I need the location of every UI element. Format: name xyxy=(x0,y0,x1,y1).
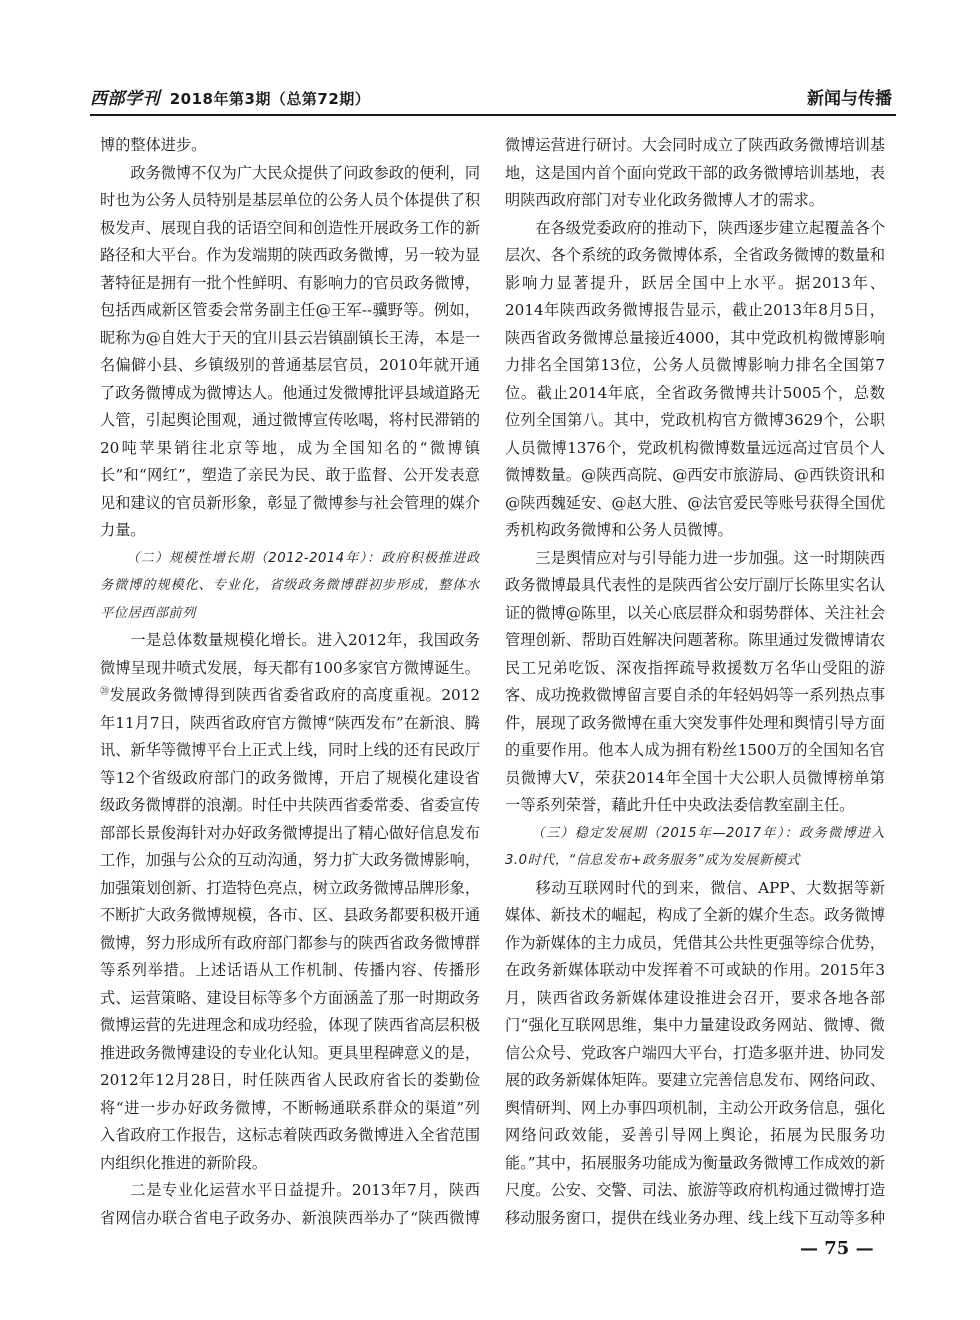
paragraph: 政务微博不仅为广大民众提供了问政参政的便利，同时也为公务人员特别是基层单位的公务人员个体提供了积极发声、展现自我的话语空间和创造性开展政务工作的新路径和大平台。作为发端期的陕西政务微博，另一较为显著特征是拥有一批个性鲜明、有影响力的官员政务微博，包括西咸新区管委会常务副主任@王军--骥野等。例如，昵称为@自姓大于天的宜川县云岩镇副镇长王涛，本是一名偏僻小县、乡镇级别的普通基层官员，2010年就开通了政务微博成为微博达人。他通过发微博批评县域道路无人管，引起舆论围观，通过微博宣传吆喝，将村民滞销的20吨苹果销往北京等地，成为全国知名的“微博镇长”和“网红”，塑造了亲民为民、敢于监督、公开发表意见和建议的官员新形象，彰显了微博参与社会管理的媒介力量。 xyxy=(100,163,480,539)
paragraph: 博的整体进步。 xyxy=(100,136,207,154)
paragraph-text: 一是总体数量规模化增长。进入2012年，我国政务微博呈现井喷式发展，每天都有100多家官方微博诞生。 xyxy=(100,631,480,677)
journal-info xyxy=(90,86,370,112)
paragraph: 移动互联网时代的到来，微信、APP、大数据等新媒体、新技术的崛起，构成了全新的媒介生态。政务微博作为新媒体的主力成员，凭借其公共性更强等综合优势，在政务新媒体联动中发挥着不可或缺的作用。2015年3月，陕西省政务新媒体建设推进会召开，要求各地各部门“强化互联网思维，集中力量建设政务网站、微博、微信公众号、党政客户端四大平台，打造多驱并进、协同发展的政务新媒体矩阵。要建立完善信息发布、网络问政、舆情研判、网上办事四项机制，主动公开政务信息，强化网络问政效能，妥善引导网上舆论，拓展为民服务功能。”其中，拓展服务功能成为衡量政务微博工作成效的新尺度。公安、交警、司法、旅游等政府机构通过微博打造移动服务窗口，提供在线业务办理、线上线下互动等多种 xyxy=(505,878,885,1227)
journal-name: 西部学刊 xyxy=(90,89,160,109)
section-heading: （二）规模性增长期（2012-2014年）：政府积极推进政务微博的规模化、专业化，省级政务微博群初步形成，整体水平位居西部前列 xyxy=(100,550,480,621)
paragraph: 二是专业化运营水平日益提升。2013年7月，陕西省网信办联合省电子政务办、新浪陕西举办了“陕西微博 xyxy=(100,1181,480,1227)
right-column xyxy=(505,132,885,1232)
paragraph: 在各级党委政府的推动下，陕西逐步建立起覆盖各个层次、各个系统的政务微博体系，全省政务微博的数量和影响力显著提升，跃居全国中上水平。据2013年、2014年陕西政务微博报告显示，截止2013年8月5日，陕西省政务微博总量接近4000，其中党政机构微博影响力排名全国第13位，公务人员微博影响力排名全国第7位。截止2014年底，全省政务微博共计5005个，总数位列全国第八。其中，党政机构官方微博3629个，公职人员微博1376个，党政机构微博数量远远高过官员个人微博数量。@陕西高院、@西安市旅游局、@西铁资讯和@陕西魏延安、@赵大胜、@法官爱民等账号获得全国优秀机构政务微博和公务人员微博。 xyxy=(505,218,885,539)
page-number: — 75 — xyxy=(800,1238,874,1259)
footnote-marker: ⑳ xyxy=(100,686,110,697)
issue-info: 2018年第3期（总第72期） xyxy=(169,90,371,108)
running-header xyxy=(90,86,896,116)
paragraph: 微博运营进行研讨。大会同时成立了陕西政务微博培训基地，这是国内首个面向党政干部的政务微博培训基地，表明陕西政府部门对专业化政务微博人才的需求。 xyxy=(505,136,885,209)
paragraph-text: 发展政务微博得到陕西省委省政府的高度重视。2012年11月7日，陕西省政府官方微博“陕西发布”在新浪、腾讯、新华等微博平台上正式上线，同时上线的还有民政厅等12个省级政府部门的政务微博，开启了规模化建设省级政务微博群的浪潮。时任中共陕西省委常委、省委宣传部部长景俊海针对办好政务微博提出了精心做好信息发布工作，加强与公众的互动沟通，努力扩大政务微博影响，加强策划创新、打造特色亮点，树立政务微博品牌形象，不断扩大政务微博规模，各市、区、县政务都要积极开通微博，努力形成所有政府部门都参与的陕西省政务微博群等系列举措。上述话语从工作机制、传播内容、传播形式、运营策略、建设目标等多个方面涵盖了那一时期政务微博运营的先进理念和成功经验，体现了陕西省高层积极推进政务微博建设的专业化认知。更具里程碑意义的是，2012年12月28日，时任陕西省人民政府省长的娄勤俭将“进一步办好政务微博，不断畅通联系群众的渠道”列入省政府工作报告，这标志着陕西政务微博进入全省范围内组织化推进的新阶段。 xyxy=(100,686,480,1172)
paragraph: 三是舆情应对与引导能力进一步加强。这一时期陕西政务微博最具代表性的是陕西省公安厅副厅长陈里实名认证的微博@陈里，以关心底层群众和弱势群体、关注社会管理创新、帮助百姓解决问题著称。陈里通过发微博请农民工兄弟吃饭、深夜指挥疏导救援数万名华山受阻的游客、成功挽救微博留言要自杀的年轻妈妈等一系列热点事件，展现了政务微博在重大突发事件处理和舆情引导方面的重要作用。他本人成为拥有粉丝1500万的全国知名官员微博大V，荣获2014年全国十大公职人员微博榜单第一等系列荣誉，藉此升任中央政法委信教室副主任。 xyxy=(505,548,885,814)
paragraph xyxy=(100,627,480,1177)
section-heading: （三）稳定发展期（2015年—2017年）：政务微博进入3.0时代，“信息发布+政务服务”成为发展新模式 xyxy=(505,825,885,868)
left-column xyxy=(100,132,480,1232)
section-name: 新闻与传播 xyxy=(807,89,892,109)
